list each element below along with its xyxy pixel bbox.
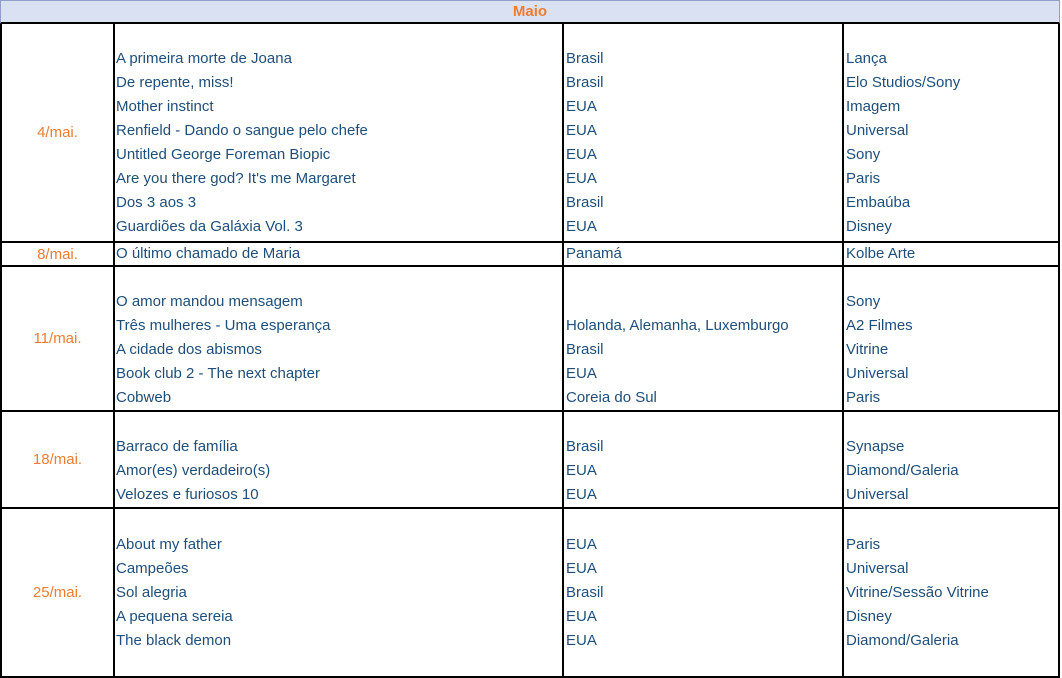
film-title: A primeira morte de Joana bbox=[116, 50, 292, 67]
film-distributor: Sony bbox=[846, 293, 881, 310]
film-title: Campeões bbox=[116, 560, 189, 577]
film-distributor: Elo Studios/Sony bbox=[846, 74, 961, 91]
film-country: EUA bbox=[566, 632, 597, 649]
film-country: EUA bbox=[566, 462, 597, 479]
film-title: O último chamado de Maria bbox=[116, 245, 301, 262]
table-row bbox=[2, 386, 1058, 410]
table-row bbox=[2, 533, 1058, 557]
film-title: A pequena sereia bbox=[116, 608, 233, 625]
film-distributor: Diamond/Galeria bbox=[846, 632, 959, 649]
film-country: EUA bbox=[566, 486, 597, 503]
table-row bbox=[2, 605, 1058, 629]
film-country: Brasil bbox=[566, 194, 604, 211]
table-row bbox=[2, 557, 1058, 581]
release-date: 25/mai. bbox=[2, 509, 115, 676]
film-country: Brasil bbox=[566, 50, 604, 67]
film-distributor: Disney bbox=[846, 608, 892, 625]
table-row bbox=[2, 314, 1058, 338]
table-row bbox=[2, 95, 1058, 119]
film-title: The black demon bbox=[116, 632, 232, 649]
film-distributor: Disney bbox=[846, 218, 892, 235]
table-row bbox=[2, 119, 1058, 143]
table-row bbox=[2, 290, 1058, 314]
film-title: Três mulheres - Uma esperança bbox=[116, 317, 331, 334]
date-block bbox=[0, 509, 1060, 678]
film-distributor: Kolbe Arte bbox=[846, 245, 916, 262]
film-country: EUA bbox=[566, 170, 597, 187]
film-country: EUA bbox=[566, 536, 597, 553]
table-row bbox=[2, 215, 1058, 239]
date-block bbox=[0, 267, 1060, 412]
film-distributor: Universal bbox=[846, 560, 909, 577]
film-country: EUA bbox=[566, 560, 597, 577]
film-country: Brasil bbox=[566, 438, 604, 455]
month-header: Maio bbox=[0, 0, 1060, 24]
table-row bbox=[2, 362, 1058, 386]
film-country: Brasil bbox=[566, 74, 604, 91]
film-distributor: Imagem bbox=[846, 98, 901, 115]
table-row bbox=[2, 629, 1058, 653]
release-date: 8/mai. bbox=[2, 243, 115, 265]
film-country: EUA bbox=[566, 98, 597, 115]
table-row bbox=[2, 71, 1058, 95]
film-title: O amor mandou mensagem bbox=[116, 293, 303, 310]
release-date: 18/mai. bbox=[2, 412, 115, 507]
film-country: EUA bbox=[566, 122, 597, 139]
table-row bbox=[2, 435, 1058, 459]
table-row bbox=[2, 242, 1058, 266]
film-distributor: Vitrine/Sessão Vitrine bbox=[846, 584, 989, 601]
film-country: Brasil bbox=[566, 341, 604, 358]
table-row bbox=[2, 459, 1058, 483]
film-distributor: Vitrine bbox=[846, 341, 889, 358]
film-country: EUA bbox=[566, 146, 597, 163]
film-distributor: Universal bbox=[846, 122, 909, 139]
film-country: Brasil bbox=[566, 584, 604, 601]
table-row bbox=[2, 581, 1058, 605]
film-title: About my father bbox=[116, 536, 222, 553]
film-distributor: A2 Filmes bbox=[846, 317, 913, 334]
film-country: Panamá bbox=[566, 245, 622, 262]
table-row bbox=[2, 167, 1058, 191]
film-country: EUA bbox=[566, 608, 597, 625]
film-distributor: Sony bbox=[846, 146, 881, 163]
film-distributor: Universal bbox=[846, 486, 909, 503]
film-distributor: Paris bbox=[846, 389, 881, 406]
film-country: EUA bbox=[566, 218, 597, 235]
film-title: Barraco de família bbox=[116, 438, 238, 455]
film-title: Renfield - Dando o sangue pelo chefe bbox=[116, 122, 368, 139]
date-block bbox=[0, 412, 1060, 509]
film-title: Guardiões da Galáxia Vol. 3 bbox=[116, 218, 303, 235]
film-distributor: Paris bbox=[846, 536, 881, 553]
table-row bbox=[2, 143, 1058, 167]
film-distributor: Diamond/Galeria bbox=[846, 462, 959, 479]
film-country: EUA bbox=[566, 365, 597, 382]
film-title: Velozes e furiosos 10 bbox=[116, 486, 259, 503]
film-distributor: Lança bbox=[846, 50, 887, 67]
release-date: 11/mai. bbox=[2, 267, 115, 410]
film-distributor: Universal bbox=[846, 365, 909, 382]
film-title: Amor(es) verdadeiro(s) bbox=[116, 462, 271, 479]
film-title: A cidade dos abismos bbox=[116, 341, 262, 358]
film-country: Holanda, Alemanha, Luxemburgo bbox=[566, 317, 789, 334]
film-distributor: Paris bbox=[846, 170, 881, 187]
date-block bbox=[0, 24, 1060, 243]
film-country: Coreia do Sul bbox=[566, 389, 657, 406]
film-title: Untitled George Foreman Biopic bbox=[116, 146, 331, 163]
table-row bbox=[2, 191, 1058, 215]
table-row bbox=[2, 483, 1058, 507]
table-row bbox=[2, 47, 1058, 71]
film-title: Sol alegria bbox=[116, 584, 187, 601]
film-title: Dos 3 aos 3 bbox=[116, 194, 197, 211]
film-title: Mother instinct bbox=[116, 98, 214, 115]
film-title: De repente, miss! bbox=[116, 74, 234, 91]
date-block bbox=[0, 243, 1060, 267]
release-date: 4/mai. bbox=[2, 24, 115, 241]
film-distributor: Embaúba bbox=[846, 194, 911, 211]
film-distributor: Synapse bbox=[846, 438, 905, 455]
film-title: Book club 2 - The next chapter bbox=[116, 365, 321, 382]
table-row bbox=[2, 338, 1058, 362]
film-title: Cobweb bbox=[116, 389, 172, 406]
film-title: Are you there god? It's me Margaret bbox=[116, 170, 356, 187]
